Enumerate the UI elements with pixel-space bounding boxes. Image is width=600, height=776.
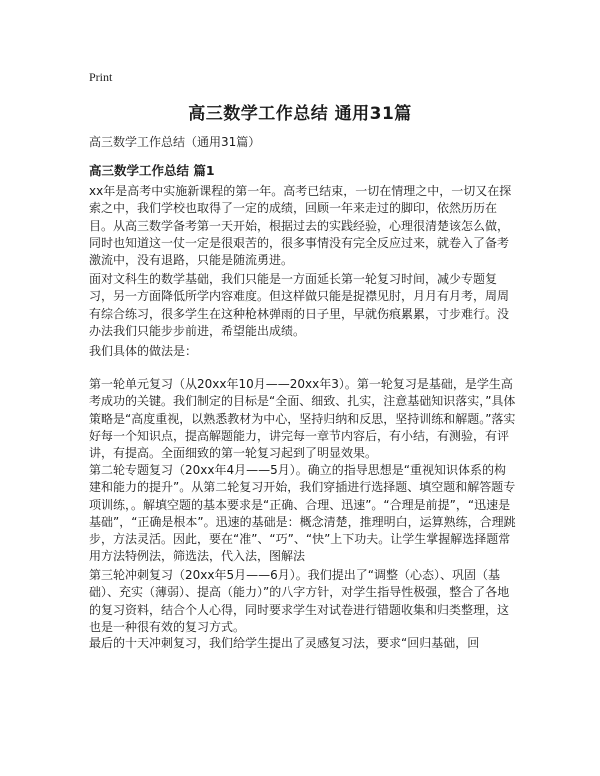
paragraph-first-round: 第一轮单元复习（从20xx年10月——20xx年3）。第一轮复习是基础，是学生高考成功的关键。我们制定的目标是“全面、细致、扎实，注意基础知识落实，”具体策略是“高度重视，以熟悉教材为中心，坚持归纳和反思，坚持训练和解题。”落实好每一个知识点，提高解题能力，讲完每一章节内容后，有小结，有测验，有评讲，有提高。全面细致的第一轮复习起到了明显效果。 (89, 377, 516, 461)
paragraph-second-round: 第二轮专题复习（20xx年4月——5月）。确立的指导思想是“重视知识体系的构建和能力的提升”。从第二轮复习开始，我们穿插进行选择题、填空题和解答题专项训练，。解填空题的基本要求是“正确、合理、迅速”。“合理是前提”，“迅速是基础”，“正确是根本”。迅速的基础是：概念清楚，推理明白，运算熟练，合理跳步，方法灵活。因此，要在“准”、“巧”、“快”上下功夫。让学生掌握解选择题常用方法特例法，筛选法，代入法，图解法 (89, 463, 516, 564)
document-subtitle: 高三数学工作总结（通用31篇） (89, 135, 261, 149)
paragraph-third-round: 第三轮冲刺复习（20xx年5月——6月）。我们提出了“调整（心态）、巩固（基础）、充实（薄弱）、提高（能力）”的八字方针，对学生指导性极强，整合了各地的复习资料，结合个人心得，同时要求学生对试卷进行错题收集和归类整理，这也是一种很有效的复习方式。 (89, 568, 510, 634)
paragraph-final-sprint: 最后的十天冲刺复习，我们给学生提出了灵感复习法，要求“回归基础，回 (89, 636, 480, 650)
paragraph-method-intro: 我们具体的做法是： (89, 344, 198, 358)
document-title: 高三数学工作总结 通用31篇 (188, 104, 412, 124)
paragraph-intro: xx年是高考中实施新课程的第一年。高考已结束，一切在情理之中，一切又在探索之中，我们学校也取得了一定的成绩，回顾一年来走过的脚印，依然历历在目。从高三数学备考第一天开始，根据过去的实践经验，心理很清楚该怎么做，同时也知道这一仗一定是很艰苦的，很多事情没有完全反应过来，就卷入了备考激流中，没有退路，只能是随流勇进。 (89, 184, 512, 268)
section-heading: 高三数学工作总结 篇1 (89, 163, 215, 178)
paragraph-approach: 面对文科生的数学基础，我们只能是一方面延长第一轮复习时间，减少专题复习，另一方面降低所学内容难度。但这样做只能是捉襟见肘，月月有月考，周周有综合练习，很多学生在这种枪林弹雨的日子里，早就伤痕累累，寸步难行。没办法我们只能步步前进，希望能出成绩。 (89, 272, 510, 338)
print-label: Print (89, 70, 113, 84)
